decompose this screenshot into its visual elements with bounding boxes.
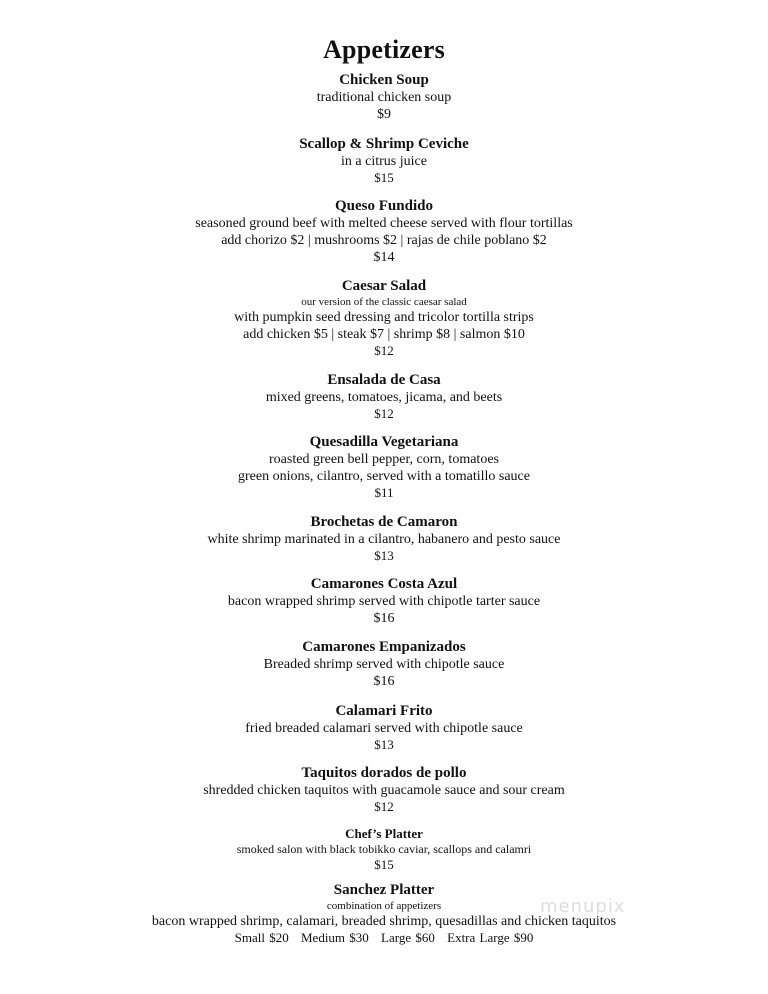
menu-item-brochetas-de-camaron — [0, 513, 768, 564]
item-description: bacon wrapped shrimp served with chipotle tarter sauce — [227, 594, 541, 609]
item-name: Scallop & Shrimp Ceviche — [299, 136, 469, 152]
menu-item-ensalada-de-casa — [0, 371, 768, 422]
item-description: shredded chicken taquitos with guacamole sauce and sour cream — [203, 783, 565, 798]
item-description: white shrimp marinated in a cilantro, habanero and pesto sauce — [207, 532, 561, 547]
item-addons: add chicken $5 | steak $7 | shrimp $8 | salmon $10 — [243, 327, 525, 342]
item-name: Queso Fundido — [335, 198, 433, 214]
item-note: combination of appetizers — [326, 900, 442, 912]
item-price: $14 — [373, 250, 395, 265]
menu-item-calamari-frito — [0, 702, 768, 753]
item-price: $9 — [377, 107, 391, 122]
size-small: Small $20 — [234, 930, 289, 945]
item-name: Quesadilla Vegetariana — [309, 434, 459, 450]
item-description: fried breaded calamari served with chipotle sauce — [245, 721, 523, 736]
size-medium: Medium $30 — [300, 930, 369, 945]
item-name: Taquitos dorados de pollo — [301, 765, 467, 781]
size-extra-large: Extra Large $90 — [447, 930, 534, 945]
item-description: in a citrus juice — [341, 154, 427, 169]
menu-item-queso-fundido — [0, 197, 768, 266]
menu-item-chicken-soup — [0, 71, 768, 123]
item-price: $15 — [374, 857, 394, 872]
item-name: Calamari Frito — [335, 703, 433, 719]
item-name: Sanchez Platter — [333, 882, 435, 898]
item-price: $12 — [374, 343, 394, 358]
item-description: with pumpkin seed dressing and tricolor tortilla strips — [234, 310, 534, 325]
menu-item-caesar-salad — [0, 277, 768, 359]
item-addons: add chorizo $2 | mushrooms $2 | rajas de chile poblano $2 — [221, 233, 547, 248]
item-name: Brochetas de Camaron — [310, 514, 458, 530]
item-name: Ensalada de Casa — [327, 372, 441, 388]
item-name: Camarones Empanizados — [302, 639, 466, 655]
item-description: green onions, cilantro, served with a tomatillo sauce — [238, 469, 530, 484]
menu-item-quesadilla-vegetariana — [0, 433, 768, 501]
watermark: menupix — [540, 896, 626, 917]
item-price: $13 — [374, 737, 394, 752]
item-description: smoked salon with black tobikko caviar, scallops and calamri — [236, 842, 532, 856]
page-title: Appetizers — [323, 35, 445, 64]
item-price: $12 — [374, 799, 394, 814]
item-description: Breaded shrimp served with chipotle sauce — [263, 657, 505, 672]
item-name: Chef’s Platter — [345, 826, 423, 841]
item-price: $12 — [374, 406, 394, 421]
menu-item-camarones-costa-azul — [0, 575, 768, 627]
item-description: traditional chicken soup — [316, 90, 452, 105]
menu-item-ceviche — [0, 135, 768, 186]
item-price: $16 — [373, 674, 395, 689]
item-description: seasoned ground beef with melted cheese served with flour tortillas — [195, 216, 573, 231]
menu-item-chefs-platter — [0, 826, 768, 873]
item-name: Caesar Salad — [341, 278, 427, 294]
menu-item-taquitos-dorados — [0, 764, 768, 815]
item-description: bacon wrapped shrimp, calamari, breaded shrimp, quesadillas and chicken taquitos — [151, 914, 617, 929]
item-price: $15 — [374, 170, 394, 185]
size-large: Large $60 — [381, 930, 435, 945]
item-price: $16 — [373, 611, 395, 626]
item-price: $11 — [374, 485, 394, 500]
item-name: Chicken Soup — [339, 72, 429, 88]
menu-item-sanchez-platter — [0, 881, 768, 946]
item-price: $13 — [374, 548, 394, 563]
item-note: our version of the classic caesar salad — [301, 296, 467, 308]
menu-item-camarones-empanizados — [0, 638, 768, 690]
size-prices — [0, 930, 768, 946]
item-name: Camarones Costa Azul — [310, 576, 458, 592]
item-description: mixed greens, tomatoes, jicama, and beets — [265, 390, 503, 405]
item-description: roasted green bell pepper, corn, tomatoes — [269, 452, 499, 467]
